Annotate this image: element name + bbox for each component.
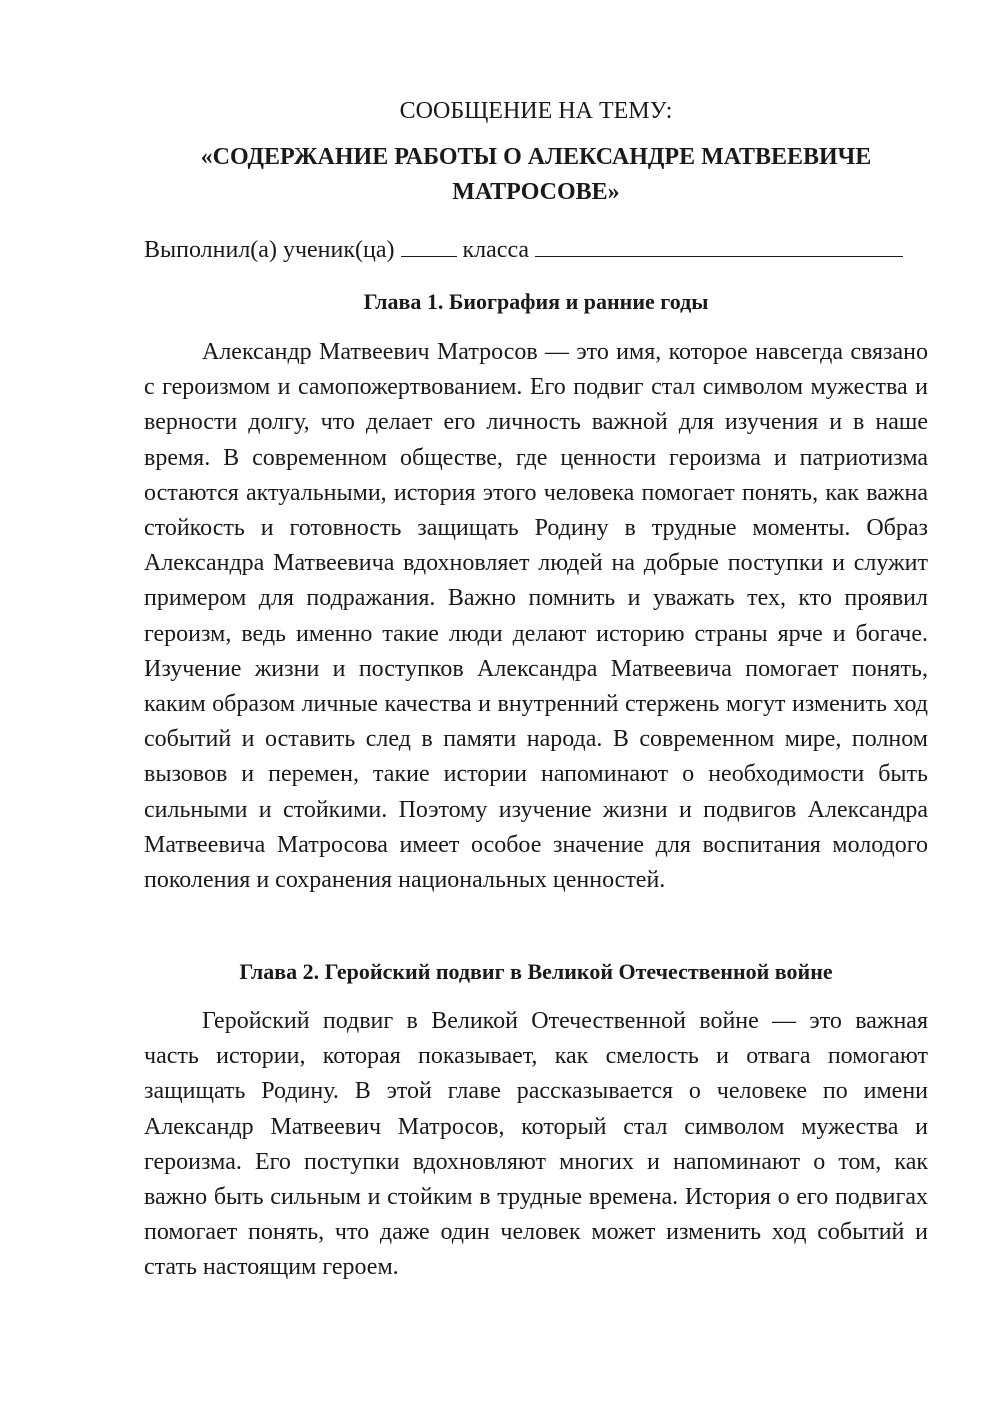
chapter-1-paragraph: Александр Матвеевич Матросов — это имя, которое навсегда связано с героизмом и самопожертвованием. Его подвиг стал символом мужества и верности долгу, что делает его личность важной для изучения и в наше время. В современном обществе, где ценности героизма и патриотизма остаются актуальными, история этого человека помогает понять, как важна стойкость и готовность защищать Родину в трудные моменты. Образ Александра Матвеевича вдохновляет людей на добрые поступки и служит примером для подражания. Важно помнить и уважать тех, кто проявил героизм, ведь именно такие люди делают историю страны ярче и богаче. Изучение жизни и поступков Александра Матвеевича помогает понять, каким образом личные качества и внутренний стержень могут изменить ход событий и оставить след в памяти народа. В современном мире, полном вызовов и перемен, такие истории напоминают о необходимости быть сильными и стойкими. Поэтому изучение жизни и подвигов Александра Матвеевича Матросова имеет особое значение для воспитания молодого поколения и сохранения национальных ценностей.: [144, 339, 928, 894]
class-label: класса: [462, 237, 530, 263]
chapter-2-heading: Глава 2. Геройский подвиг в Великой Отечественной войне: [239, 959, 833, 984]
document-topic: СООБЩЕНИЕ НА ТЕМУ:: [399, 98, 673, 124]
author-line: [144, 230, 928, 268]
document-title: «СОДЕРЖАНИЕ РАБОТЫ О АЛЕКСАНДРЕ МАТВЕЕВИЧЕ МАТРОСОВЕ»: [200, 144, 872, 205]
chapter-2-paragraph: Геройский подвиг в Великой Отечественной войне — это важная часть истории, которая показывает, как смелость и отвага помогают защищать Родину. В этой главе рассказывается о человеке по имени Александр Матвеевич Матросов, который стал символом мужества и героизма. Его поступки вдохновляют многих и напоминают о том, как важно быть сильным и стойким в трудные времена. История о его подвигах помогает понять, что даже один человек может изменить ход событий и стать настоящим героем.: [144, 1008, 928, 1281]
class-number-blank: [401, 230, 457, 257]
student-name-blank: [535, 230, 903, 257]
performed-by-label: Выполнил(а) ученик(ца): [144, 237, 395, 263]
chapter-1-heading: Глава 1. Биография и ранние годы: [363, 289, 709, 314]
